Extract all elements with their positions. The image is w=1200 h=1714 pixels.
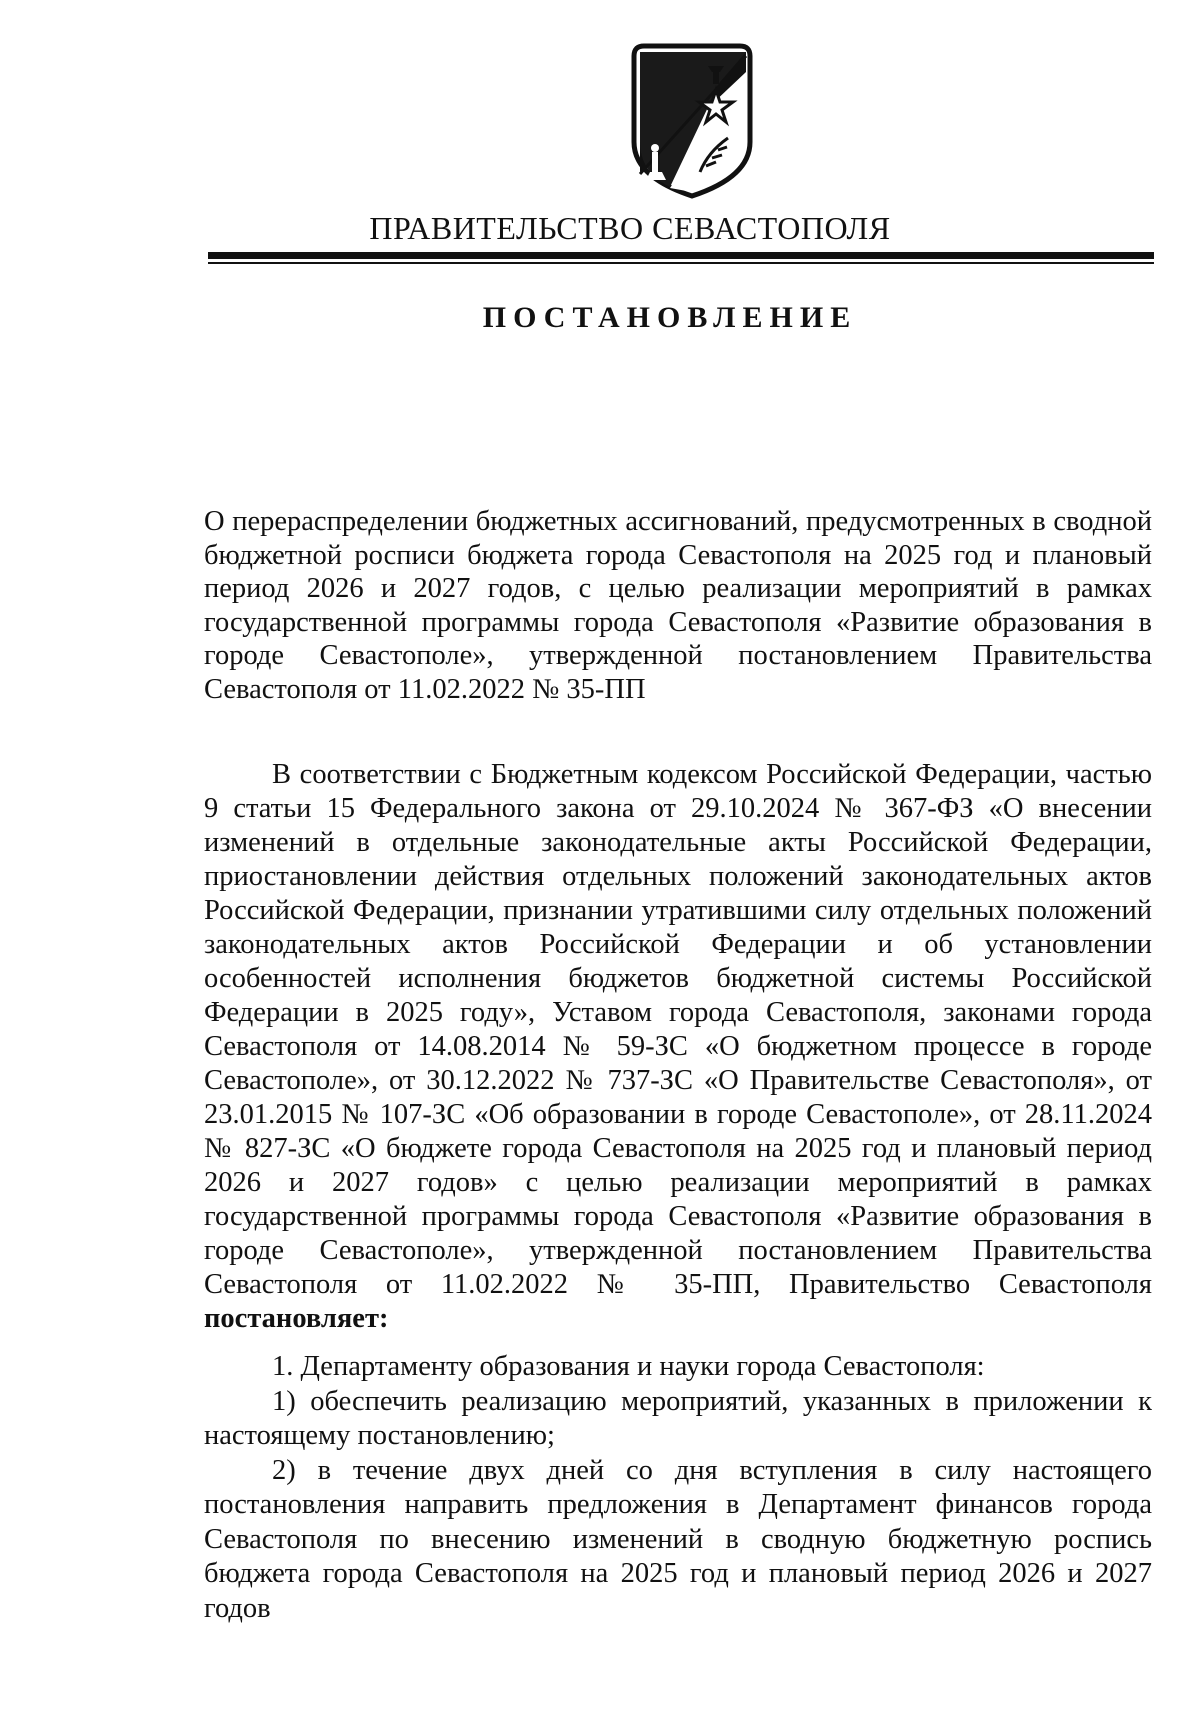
decree-item: 1. Департаменту образования и науки города Севастополя: bbox=[272, 1351, 985, 1382]
preamble-paragraph bbox=[204, 758, 1152, 1336]
decree-item: 2) в течение двух дней со дня вступления в силу настоящего постановления направить предложения в Департамент финансов города Севастополя по внесению изменений в сводную бюджетную роспись бюджета города Севастополя на 2025 год и плановый период 2026 и 2027 годов bbox=[204, 1454, 1152, 1624]
decree-word: постановляет: bbox=[204, 1303, 389, 1334]
document-subject: О перераспределении бюджетных ассигнований, предусмотренных в сводной бюджетной росписи бюджета города Севастополя на 2025 год и плановый период 2026 и 2027 годов, с целью реализации мероприятий в рамках государственной программы города Севастополя «Развитие образования в городе Севастополе», утвержденной постановлением Правительства Севастополя от 11.02.2022 № 35-ПП bbox=[204, 506, 1152, 705]
organization-name: ПРАВИТЕЛЬСТВО СЕВАСТОПОЛЯ bbox=[369, 210, 891, 246]
document-type-title: ПОСТАНОВЛЕНИЕ bbox=[482, 301, 858, 334]
header-divider-thick bbox=[208, 252, 1154, 259]
header-divider-thin bbox=[208, 262, 1154, 264]
preamble-text: В соответствии с Бюджетным кодексом Российской Федерации, частью 9 статьи 15 Федерального закона от 29.10.2024 № 367-ФЗ «О внесении изменений в отдельные законодательные акты Российской Федерации, приостановлении действия отдельных положений законодательных актов Российской Федерации, признании утратившими силу отдельных положений законодательных актов Российской Федерации и об установлении особенностей исполнения бюджетов бюджетной системы Российской Федерации в 2025 году», Уставом города Севастополя, законами города Севастополя от 14.08.2014 № 59-ЗС «О бюджетном процессе в городе Севастополе», от 30.12.2022 № 737-ЗС «О Правительстве Севастополя», от 23.01.2015 № 107-ЗС «Об образовании в городе Севастополе», от 28.11.2024 № 827-ЗС «О бюджете города Севастополя на 2025 год и плановый период 2026 и 2027 годов» с целью реализации мероприятий в рамках государственной программы города Севастополя «Развитие образования в городе Севастополе», утвержденной постановлением Правительства Севастополя от 11.02.2022 № 35-ПП, Правительство Севастополя bbox=[204, 759, 1152, 1300]
sevastopol-coat-of-arms-emblem bbox=[630, 42, 754, 200]
decree-item: 1) обеспечить реализацию мероприятий, указанных в приложении к настоящему постановлению; bbox=[204, 1385, 1152, 1451]
decree-items bbox=[204, 1350, 1152, 1626]
